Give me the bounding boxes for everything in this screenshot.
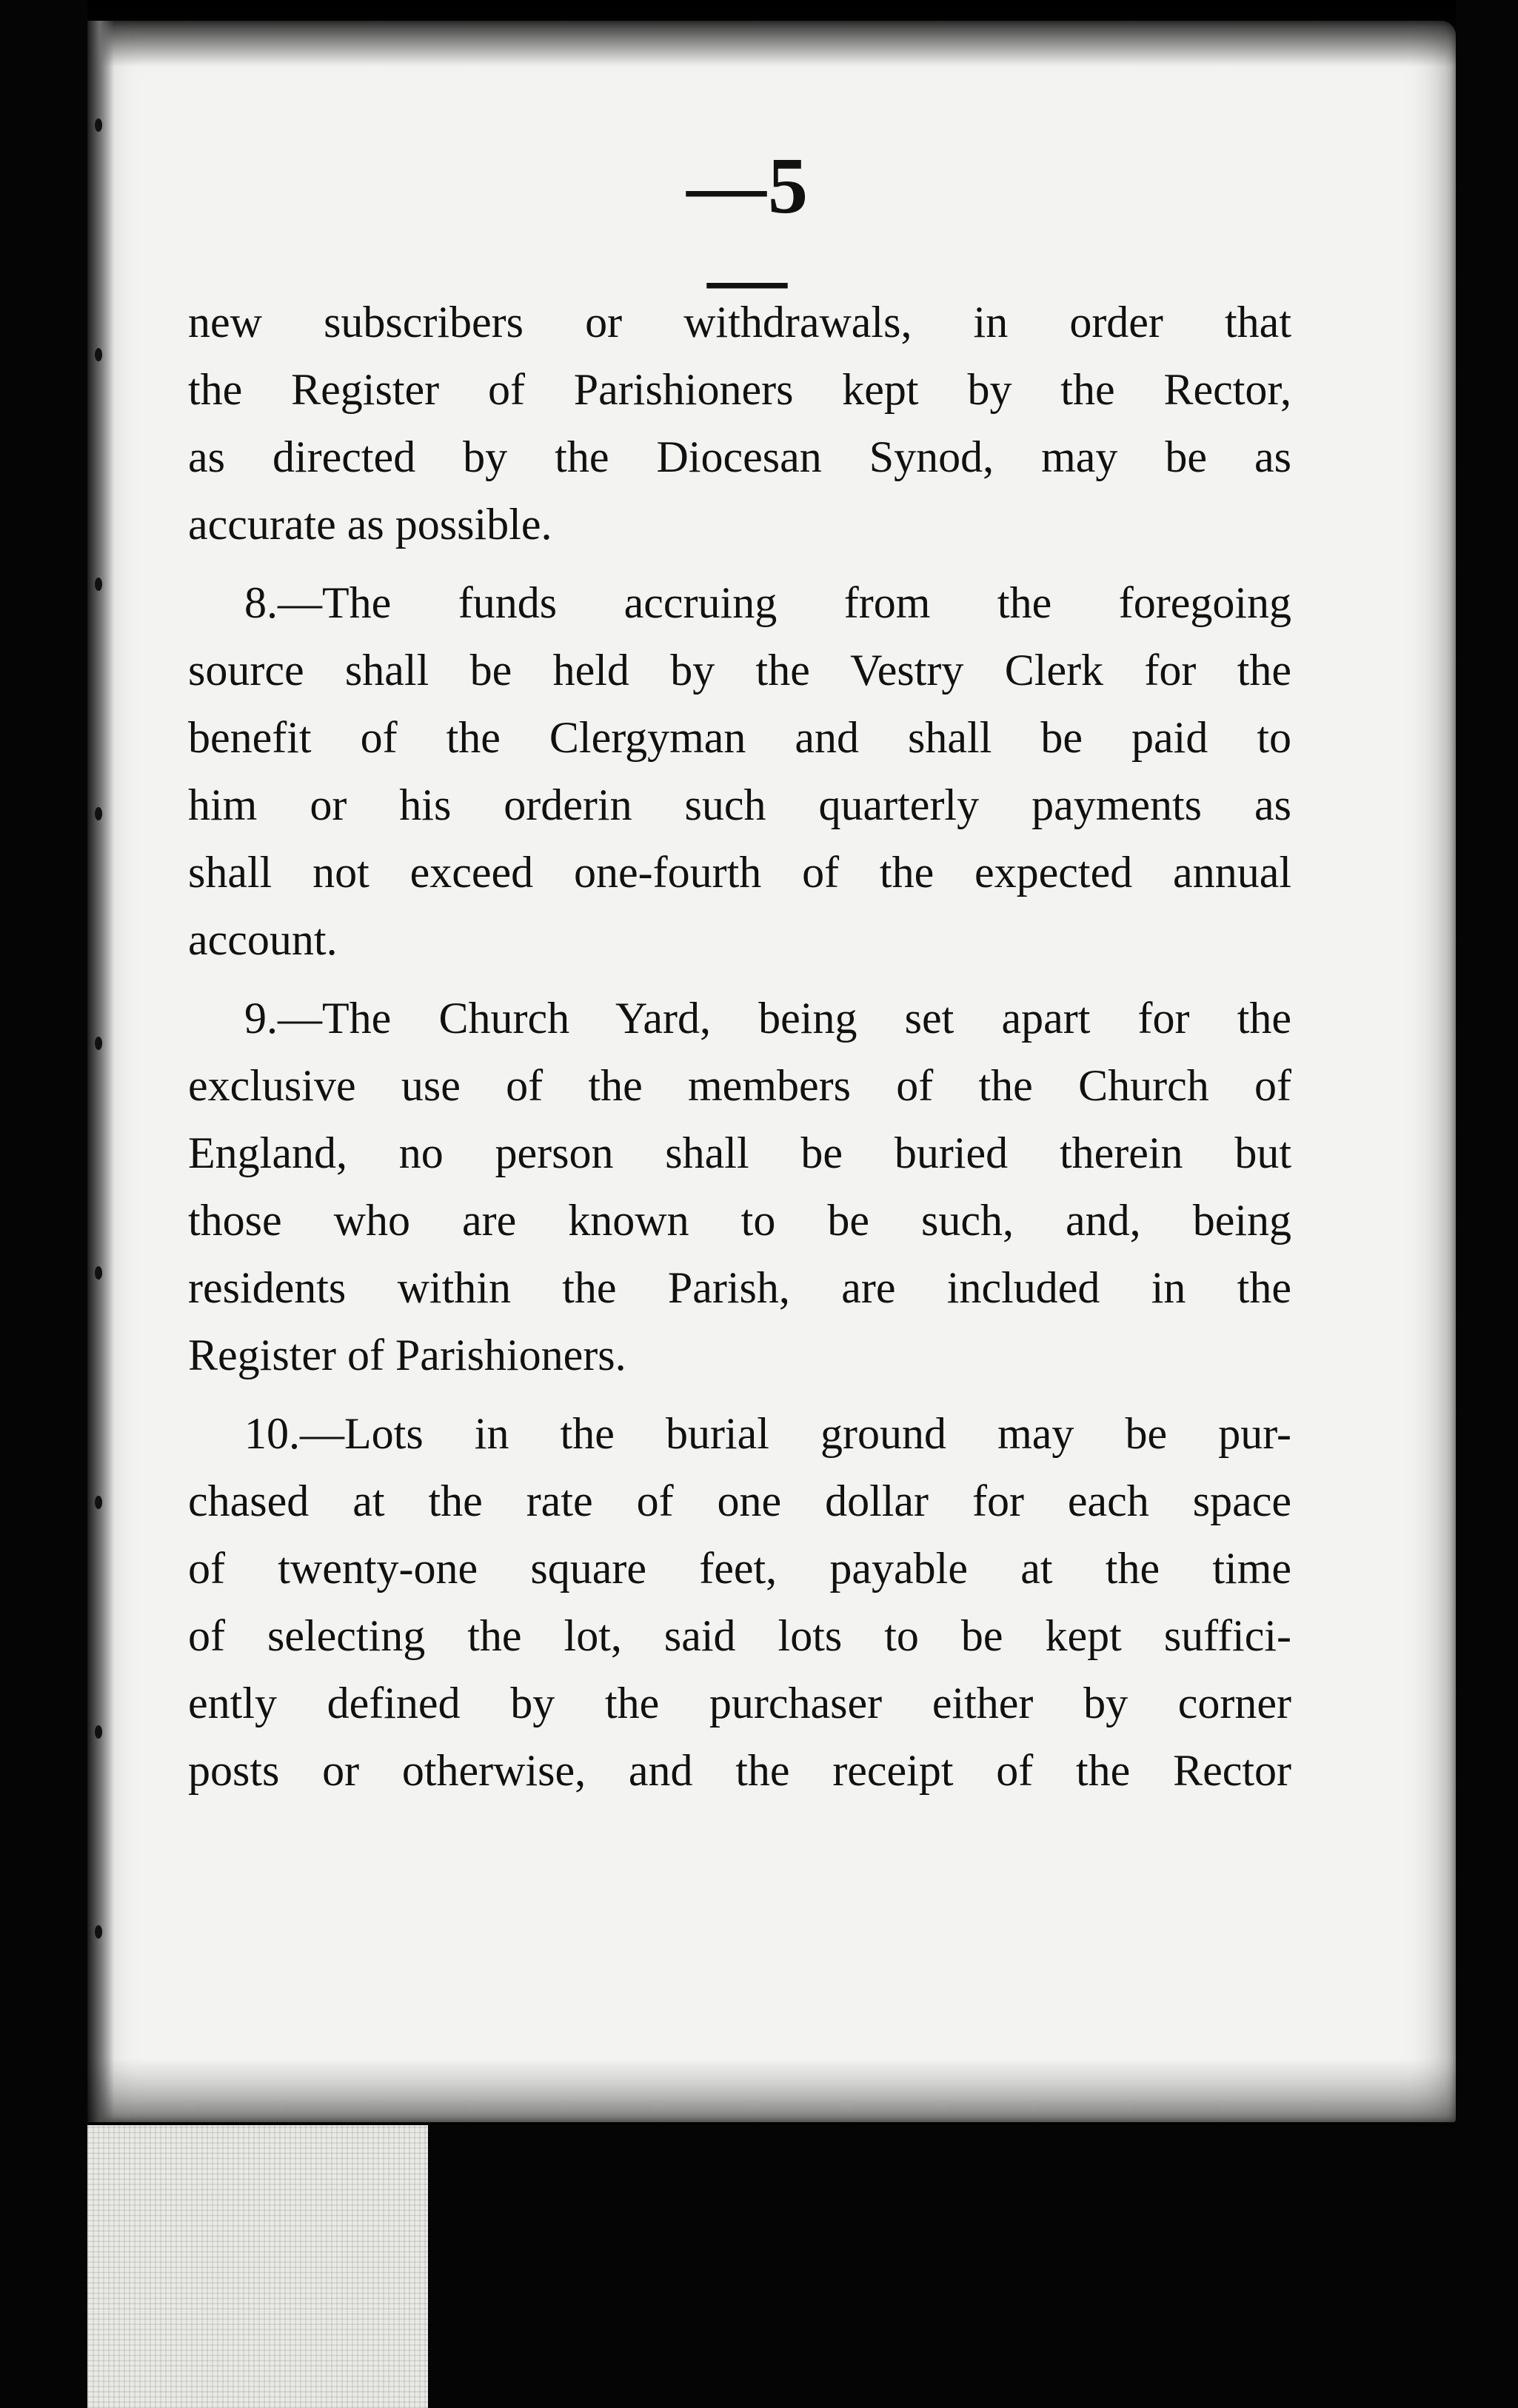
binding-stitch xyxy=(95,1925,102,1939)
text-line: England, no person shall be buried therein but xyxy=(188,1128,1291,1177)
text-line: as directed by the Diocesan Synod, may be as xyxy=(188,432,1291,481)
text-line: exclusive use of the members of the Church of xyxy=(188,1061,1291,1110)
page-number: —5— xyxy=(686,142,809,322)
paragraph-section-10 xyxy=(188,1400,1291,1805)
text-line: source shall be held by the Vestry Clerk for the xyxy=(188,646,1291,695)
text-line: Register of Parishioners. xyxy=(188,1331,626,1379)
binding-edge xyxy=(87,21,114,2122)
text-line: accurate as possible. xyxy=(188,500,552,549)
binding-stitch xyxy=(95,807,102,820)
text-line: posts or otherwise, and the receipt of the Rector xyxy=(188,1746,1291,1795)
text-line: 10.—Lots in the burial ground may be pur- xyxy=(244,1409,1291,1458)
page-bottom-shadow xyxy=(87,2058,1456,2125)
torn-top-edge xyxy=(87,0,1456,67)
binding-stitch xyxy=(95,348,102,361)
text-line: new subscribers or withdrawals, in order that xyxy=(188,298,1291,347)
text-line: chased at the rate of one dollar for each space xyxy=(188,1476,1291,1525)
binding-stitch xyxy=(95,578,102,591)
fabric-tab xyxy=(87,2125,428,2408)
text-line: benefit of the Clergyman and shall be paid to xyxy=(188,713,1291,762)
text-line: those who are known to be such, and, being xyxy=(188,1196,1291,1245)
text-line: residents within the Parish, are included in the xyxy=(188,1263,1291,1312)
text-line: account. xyxy=(188,915,338,964)
text-line: 8.—The funds accruing from the foregoing xyxy=(244,578,1291,627)
binding-stitch xyxy=(95,118,102,132)
text-line: shall not exceed one-fourth of the expected annual xyxy=(188,848,1291,897)
paragraph-section-9 xyxy=(188,985,1291,1389)
text-line: of selecting the lot, said lots to be kept suffici- xyxy=(188,1611,1291,1660)
text-line: 9.—The Church Yard, being set apart for the xyxy=(244,994,1291,1043)
paragraph-section-8 xyxy=(188,569,1291,974)
paragraph-continuation xyxy=(188,289,1291,558)
binding-stitch xyxy=(95,1496,102,1509)
binding-stitch xyxy=(95,1037,102,1050)
document-body xyxy=(188,289,1291,1816)
text-line: him or his orderin such quarterly payments as xyxy=(188,780,1291,829)
text-line: ently defined by the purchaser either by corner xyxy=(188,1679,1291,1728)
text-line: the Register of Parishioners kept by the Rector, xyxy=(188,365,1291,414)
binding-stitch xyxy=(95,1725,102,1739)
binding-stitch xyxy=(95,1266,102,1280)
text-line: of twenty-one square feet, payable at the time xyxy=(188,1544,1291,1593)
